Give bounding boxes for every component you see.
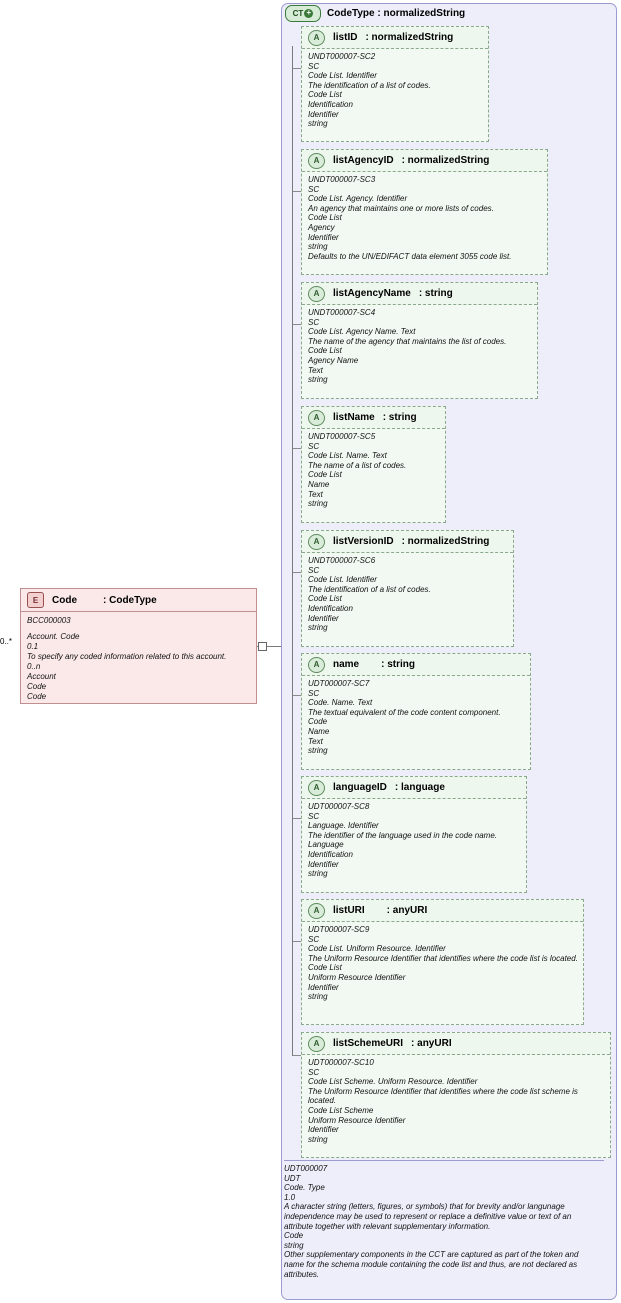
doc-line: UDT000007-SC7 [308,679,370,688]
stub-languageid [293,818,301,819]
doc-line: UDT000007 [284,1164,328,1173]
doc-line: Code List [308,963,342,973]
attribute-listAgencyID-body [302,172,547,264]
doc-line: UDT000007-SC8 [308,802,370,811]
attribute-languageID[interactable] [301,776,527,893]
doc-line: Code List Scheme. Uniform Resource. Identifier [308,1077,478,1087]
doc-line: UNDT000007-SC3 [308,175,376,184]
attribute-name-header [302,654,530,676]
element-code-name: Code [52,594,77,606]
doc-line: UNDT000007-SC5 [308,432,376,441]
attribute-listAgencyName-type: : string [418,288,453,299]
attribute-listURI-body [302,922,583,1005]
doc-line: Code. Name. Text [308,698,373,708]
doc-line: SC [308,1067,320,1077]
doc-line: Code List [308,213,342,223]
doc-line: Text [308,489,323,499]
attribute-listAgencyID-header [302,150,547,172]
doc-line: Code [284,1231,304,1241]
element-code-line-7: Code [27,682,47,691]
element-code-line-0: BCC000003 [27,616,71,625]
doc-line: Identifier [308,232,339,242]
doc-line: Identifier [308,859,339,869]
attribute-listName-name: listName [333,412,375,423]
doc-line: Name [308,479,330,489]
doc-line: Identification [308,603,353,613]
doc-line: string [308,623,328,633]
doc-line: Identifier [308,109,339,119]
doc-line: The textual equivalent of the code content component. [308,707,501,717]
doc-line: SC [308,688,320,698]
doc-line: SC [308,184,320,194]
attribute-listName-type: : string [382,412,417,423]
stub-listuri [293,941,301,942]
attribute-listSchemeURI-body [302,1055,610,1147]
doc-line: string [308,375,328,385]
attribute-listSchemeURI-header [302,1033,610,1055]
doc-line: string [308,1134,328,1144]
attribute-listURI-header [302,900,583,922]
complextype-badge [285,5,321,22]
doc-line: string [284,1240,304,1250]
element-code-line-2: Account. Code [27,632,80,641]
stub-listversionid [293,572,301,573]
doc-line: UNDT000007-SC2 [308,52,376,61]
attribute-languageID-name: languageID [333,782,387,793]
attribute-badge: A [308,1036,325,1052]
attribute-listURI-type: : anyURI [386,905,428,916]
attribute-listAgencyID[interactable] [301,149,548,275]
doc-line: Code List [308,470,342,480]
attribute-group-toggle[interactable] [258,642,267,651]
attribute-name[interactable] [301,653,531,770]
codetype-header [285,4,465,22]
element-code-line-6: Account [27,672,56,681]
element-code-body [21,612,256,706]
doc-line: SC [308,811,320,821]
doc-line: SC [308,317,320,327]
element-code-line-8: Code [27,692,47,701]
doc-line: Code [308,717,328,727]
stub-listname [293,448,301,449]
doc-line: A character string (letters, figures, or symbols) that for brevity and/or langunage independence may be used to represent or replace a definitive value or text of an attribute together with relevant supplementary information. [284,1202,572,1231]
doc-line: SC [308,441,320,451]
attribute-listSchemeURI-name: listSchemeURI [333,1038,404,1049]
doc-line: The name of the agency that maintains the list of codes. [308,336,507,346]
doc-line: UDT000007-SC9 [308,925,370,934]
doc-line: string [308,746,328,756]
doc-line: Code List. Uniform Resource. Identifier [308,944,446,954]
attribute-spine [292,46,293,1056]
doc-line: string [308,119,328,129]
attribute-badge: A [308,30,325,46]
doc-line: Code List. Name. Text [308,451,387,461]
ct-badge-label: CT [292,8,304,18]
attribute-listID-body [302,49,488,132]
doc-line: string [308,992,328,1002]
element-code-line-4: To specify any coded information related to this account. [27,652,227,661]
doc-line: Text [308,736,323,746]
doc-line: UDT000007-SC10 [308,1058,374,1067]
attribute-listURI[interactable] [301,899,584,1025]
doc-line: Code List. Agency. Identifier [308,194,408,204]
stub-name [293,695,301,696]
doc-line: The Uniform Resource Identifier that identifies where the code list is located. [308,953,578,963]
doc-line: Code List Scheme [308,1105,374,1115]
doc-line: Uniform Resource Identifier [308,972,406,982]
attribute-badge: A [308,780,325,796]
attribute-badge: A [308,903,325,919]
doc-line: Code List. Identifier [308,575,377,585]
doc-line: Code List [308,346,342,356]
stub-listid [293,68,301,69]
connector-line-right [267,646,281,647]
attribute-listVersionID-header [302,531,513,553]
doc-line: Agency [308,222,335,232]
attribute-languageID-header [302,777,526,799]
attribute-listAgencyName-name: listAgencyName [333,288,411,299]
attribute-listAgencyName-header [302,283,537,305]
doc-line: Language. Identifier [308,821,379,831]
doc-line: SC [308,61,320,71]
attribute-listSchemeURI[interactable] [301,1032,611,1158]
doc-line: The name of a list of codes. [308,460,407,470]
doc-line: Identification [308,849,353,859]
stub-listschemeuri [293,1055,301,1056]
attribute-badge: A [308,410,325,426]
doc-line: Code List. Agency Name. Text [308,327,416,337]
attribute-languageID-body [302,799,526,882]
doc-line: Code List [308,594,342,604]
attribute-listID-header [302,27,488,49]
stub-listagencyid [293,191,301,192]
doc-line: SC [308,934,320,944]
attribute-listSchemeURI-type: : anyURI [411,1038,452,1049]
element-code-type: : CodeType [103,594,157,606]
attribute-listName[interactable] [301,406,446,523]
element-code-multiplicity: 0..* [0,637,13,646]
element-code[interactable] [20,588,257,704]
doc-line: Other supplementary components in the CCT are captured as part of the token and name for the schema module containing the code list and thus, are not declared as attributes. [284,1250,579,1279]
doc-line: Name [308,726,330,736]
attribute-listAgencyName[interactable] [301,282,538,399]
attribute-badge: A [308,534,325,550]
doc-line: 1.0 [284,1192,296,1202]
attribute-listVersionID-body [302,553,513,636]
doc-line: UNDT000007-SC4 [308,308,376,317]
doc-line: Text [308,365,323,375]
attribute-listAgencyName-body [302,305,537,388]
expand-icon[interactable]: + [304,9,313,18]
doc-line: Uniform Resource Identifier [308,1115,406,1125]
attribute-listID-name: listID [333,32,358,43]
doc-line: Code List [308,90,342,100]
doc-line: string [308,499,328,509]
doc-line: Code. Type [284,1183,325,1193]
doc-line: Identifier [308,982,339,992]
attribute-badge: A [308,657,325,673]
doc-line: An agency that maintains one or more lists of codes. [308,203,494,213]
divider [284,1160,604,1161]
element-badge: E [27,592,44,608]
attribute-listVersionID-type: : normalizedString [401,536,490,547]
attribute-listVersionID[interactable] [301,530,514,647]
attribute-name-type: : string [381,659,416,670]
type-documentation [284,1160,614,1279]
attribute-badge: A [308,153,325,169]
doc-line: UNDT000007-SC6 [308,556,376,565]
attribute-listVersionID-name: listVersionID [333,536,394,547]
attribute-badge: A [308,286,325,302]
doc-line: Language [308,840,344,850]
doc-line: The Uniform Resource Identifier that identifies where the code list scheme is located. [308,1086,578,1106]
stub-listagencyname [293,324,301,325]
attribute-languageID-type: : language [394,782,445,793]
doc-line: UDT [284,1173,301,1183]
doc-line: The identification of a list of codes. [308,584,431,594]
element-code-line-3: 0.1 [27,642,39,651]
doc-line: SC [308,565,320,575]
doc-line: string [308,869,328,879]
doc-line: The identifier of the language used in the code name. [308,830,498,840]
element-code-header [21,589,256,612]
attribute-name-name: name [333,659,360,670]
doc-line: The identification of a list of codes. [308,80,431,90]
codetype-title: CodeType : normalizedString [327,7,466,19]
attribute-listName-body [302,429,445,512]
doc-line: Identifier [308,613,339,623]
doc-line: Identifier [308,1125,339,1135]
attribute-listURI-name: listURI [333,905,365,916]
doc-line: Code List. Identifier [308,71,377,81]
element-code-line-5: 0..n [27,662,41,671]
doc-line: Agency Name [308,355,359,365]
attribute-listAgencyID-name: listAgencyID [333,155,394,166]
doc-line: string [308,242,328,252]
attribute-listName-header [302,407,445,429]
attribute-name-body [302,676,530,759]
attribute-listID[interactable] [301,26,489,142]
attribute-listID-type: : normalizedString [365,32,454,43]
doc-line: Defaults to the UN/EDIFACT data element 3055 code list. [308,251,512,261]
attribute-listAgencyID-type: : normalizedString [401,155,490,166]
doc-line: Identification [308,99,353,109]
